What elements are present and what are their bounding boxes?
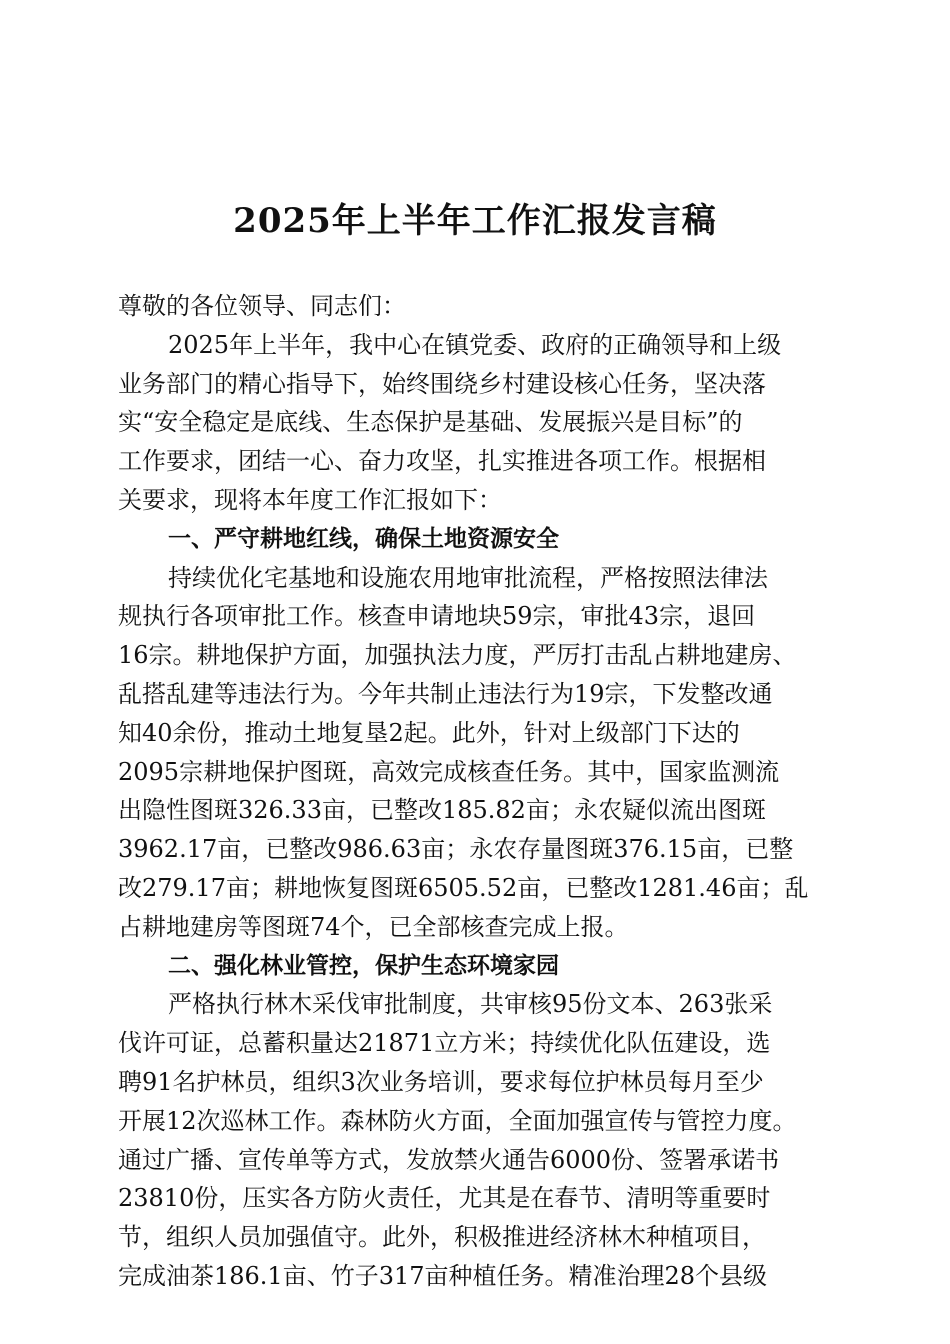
paragraph-line: 16宗。耕地保护方面，加强执法力度，严厉打击乱占耕地建房、 (118, 641, 797, 670)
paragraph-line: 关要求，现将本年度工作汇报如下： (118, 485, 502, 514)
paragraph-line: 业务部门的精心指导下，始终围绕乡村建设核心任务，坚决落 (118, 369, 766, 398)
paragraph-line: 2095宗耕地保护图斑，高效完成核查任务。其中，国家监测流 (118, 757, 780, 786)
paragraph-line: 持续优化宅基地和设施农用地审批流程，严格按照法律法 (168, 563, 768, 592)
paragraph-line: 通过广播、宣传单等方式，发放禁火通告6000份、签署承诺书 (118, 1145, 780, 1174)
paragraph-line: 节，组织人员加强值守。此外，积极推进经济林木种植项目， (118, 1223, 766, 1252)
paragraph-line: 伐许可证，总蓄积量达21871立方米；持续优化队伍建设，选 (118, 1029, 771, 1058)
document-body (118, 287, 842, 1296)
salutation-line: 尊敬的各位领导、同志们： (118, 292, 406, 320)
paragraph-line: 改279.17亩；耕地恢复图斑6505.52亩，已整改1281.46亩；乱 (118, 873, 809, 902)
document-title: 2025年上半年工作汇报发言稿 (233, 201, 717, 241)
paragraph-line: 严格执行林木采伐审批制度，共审核95份文本、263张采 (168, 990, 773, 1019)
paragraph-line: 规执行各项审批工作。核查申请地块59宗，审批43宗，退回 (118, 602, 756, 631)
paragraph-line: 乱搭乱建等违法行为。今年共制止违法行为19宗，下发整改通 (118, 679, 773, 708)
paragraph-line: 3962.17亩，已整改986.63亩；永农存量图斑376.15亩，已整 (118, 835, 794, 864)
section-heading-1: 一、严守耕地红线，确保土地资源安全 (168, 525, 559, 552)
section-heading-2: 二、强化林业管控，保护生态环境家园 (168, 952, 559, 979)
paragraph-line: 实“安全稳定是底线、生态保护是基础、发展振兴是目标”的 (118, 408, 743, 437)
paragraph-line: 23810份，压实各方防火责任，尤其是在春节、清明等重要时 (118, 1184, 771, 1213)
paragraph-line: 工作要求，团结一心、奋力攻坚，扎实推进各项工作。根据相 (118, 447, 766, 476)
paragraph-line: 占耕地建房等图斑74个，已全部核查完成上报。 (118, 912, 629, 941)
paragraph-line: 开展12次巡林工作。森林防火方面，全面加强宣传与管控力度。 (118, 1106, 797, 1135)
paragraph-line: 知40余份，推动土地复垦2起。此外，针对上级部门下达的 (118, 718, 740, 747)
paragraph-line: 2025年上半年，我中心在镇党委、政府的正确领导和上级 (168, 330, 782, 359)
paragraph-line: 出隐性图斑326.33亩，已整改185.82亩；永农疑似流出图斑 (118, 796, 766, 825)
paragraph-line: 完成油茶186.1亩、竹子317亩种植任务。精准治理28个县级 (118, 1261, 768, 1290)
paragraph-line: 聘91名护林员，组织3次业务培训，要求每位护林员每月至少 (118, 1067, 764, 1096)
